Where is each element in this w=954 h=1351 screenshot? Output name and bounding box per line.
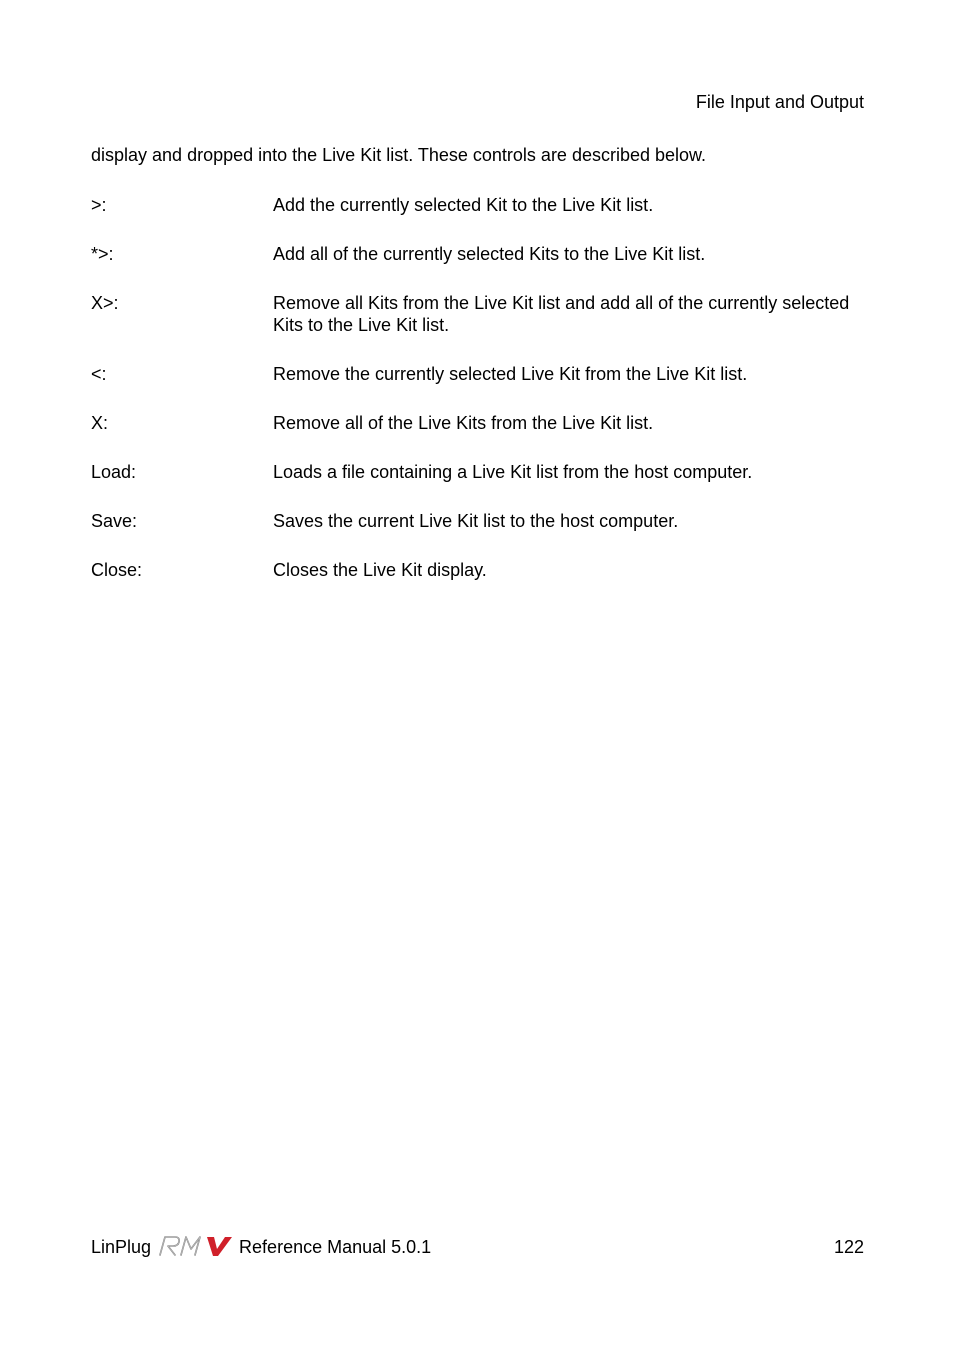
- definition-term: Close:: [91, 560, 143, 580]
- definition-item: [91, 363, 866, 385]
- footer-left: [91, 1236, 431, 1258]
- definition-description: Remove the currently selected Live Kit from the Live Kit list.: [273, 364, 748, 384]
- definition-term: >:: [91, 195, 107, 215]
- page-number: 122: [833, 1237, 864, 1257]
- definition-item: [91, 243, 866, 265]
- definition-item: [91, 461, 866, 483]
- definition-description: Saves the current Live Kit list to the host computer.: [273, 511, 679, 531]
- definition-item: [91, 510, 866, 532]
- definition-description: Add all of the currently selected Kits to the Live Kit list.: [273, 244, 706, 264]
- definition-item: [91, 559, 866, 581]
- rmv-logo-icon: [157, 1235, 233, 1257]
- control-definition-list: [91, 194, 866, 608]
- definition-description: Add the currently selected Kit to the Live Kit list.: [273, 195, 654, 215]
- definition-term: X:: [91, 413, 109, 433]
- definition-term: <:: [91, 364, 107, 384]
- running-header-title: File Input and Output: [695, 92, 864, 112]
- definition-term: Load:: [91, 462, 137, 482]
- definition-description: Remove all of the Live Kits from the Live Kit list.: [273, 413, 654, 433]
- page-footer: [91, 1236, 864, 1260]
- definition-item: [91, 194, 866, 216]
- definition-item: [91, 412, 866, 434]
- footer-brand: LinPlug: [91, 1237, 152, 1257]
- definition-term: Save:: [91, 511, 138, 531]
- definition-item: [91, 292, 866, 336]
- intro-paragraph: display and dropped into the Live Kit list. These controls are described below.: [91, 145, 707, 165]
- definition-description: Loads a file containing a Live Kit list from the host computer.: [273, 462, 753, 482]
- definition-term: X>:: [91, 293, 119, 313]
- definition-description: Remove all Kits from the Live Kit list and add all of the currently selected Kits to the Live Kit list.: [273, 293, 850, 335]
- definition-term: *>:: [91, 244, 114, 264]
- definition-description: Closes the Live Kit display.: [273, 560, 487, 580]
- footer-manual-title: Reference Manual 5.0.1: [239, 1237, 432, 1257]
